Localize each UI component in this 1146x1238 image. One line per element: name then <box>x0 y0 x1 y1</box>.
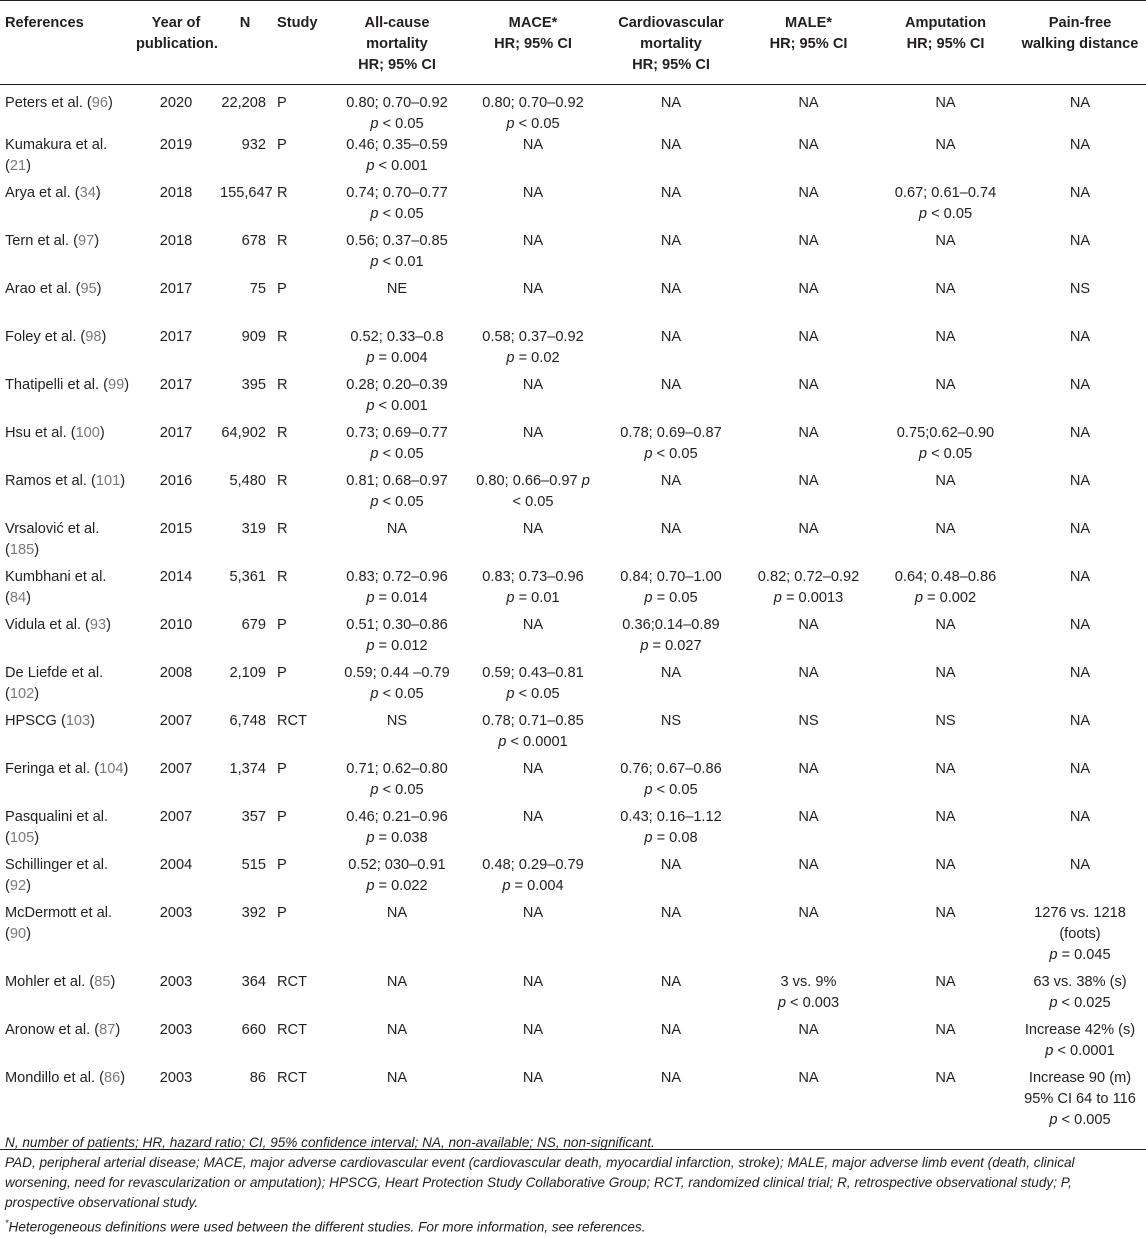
table-row <box>0 231 1146 279</box>
cell-all-cause-mortality: 0.52; 030–0.91 p = 0.022 <box>348 857 446 894</box>
header-references: References <box>5 15 84 31</box>
cell-reference: Mohler et al. (85) <box>5 974 116 990</box>
cell-male: NA <box>798 137 819 153</box>
cell-n: 395 <box>241 377 266 393</box>
cell-n: 6,748 <box>229 713 266 729</box>
cell-n: 64,902 <box>221 425 266 441</box>
cell-study: R <box>277 233 288 249</box>
cell-cardiovascular-mortality: NS <box>660 713 682 729</box>
table-row <box>0 807 1146 855</box>
cell-year: 2015 <box>159 521 193 537</box>
cell-all-cause-mortality: NA <box>386 1022 408 1038</box>
cell-year: 2004 <box>159 857 193 873</box>
cell-pain-free-walking: NA <box>1069 569 1091 585</box>
cell-year: 2017 <box>159 377 193 393</box>
cell-mace: 0.80; 0.70–0.92 p < 0.05 <box>482 95 584 132</box>
footnote-asterisk: *Heterogeneous definitions were used between the different studies. For more information, see references. <box>5 1218 646 1235</box>
cell-mace: 0.83; 0.73–0.96 p = 0.01 <box>482 569 584 606</box>
citation-number[interactable]: 96 <box>91 95 109 111</box>
cell-pain-free-walking: NA <box>1069 425 1091 441</box>
cell-reference: Schillinger et al. (92) <box>5 857 109 894</box>
cell-study: R <box>277 569 288 585</box>
cell-all-cause-mortality: NA <box>386 905 408 921</box>
cell-study: R <box>277 521 288 537</box>
cell-reference: De Liefde et al. (102) <box>5 665 104 702</box>
cell-amputation: NA <box>935 1022 956 1038</box>
cell-all-cause-mortality: 0.81; 0.68–0.97 p < 0.05 <box>346 473 448 510</box>
cell-male: NA <box>798 761 819 777</box>
cell-all-cause-mortality: 0.46; 0.21–0.96 p = 0.038 <box>346 809 448 846</box>
cell-all-cause-mortality: 0.28; 0.20–0.39 p < 0.001 <box>346 377 448 414</box>
cell-year: 2014 <box>159 569 193 585</box>
cell-cardiovascular-mortality: NA <box>660 857 682 873</box>
cell-all-cause-mortality: 0.83; 0.72–0.96 p = 0.014 <box>346 569 448 606</box>
cell-amputation: 0.67; 0.61–0.74 p < 0.05 <box>894 185 997 222</box>
cell-cardiovascular-mortality: NA <box>660 137 682 153</box>
cell-cardiovascular-mortality: NA <box>660 665 682 681</box>
cell-mace: NA <box>522 281 544 297</box>
cell-amputation: 0.75;0.62–0.90 p < 0.05 <box>896 425 995 462</box>
cell-cardiovascular-mortality: NA <box>660 1022 682 1038</box>
cell-mace: NA <box>522 617 544 633</box>
cell-reference: Tern et al. (97) <box>5 233 100 249</box>
cell-reference: Thatipelli et al. (99) <box>5 377 130 393</box>
cell-pain-free-walking: NA <box>1069 617 1091 633</box>
citation-number[interactable]: 98 <box>85 329 102 345</box>
cell-n: 5,361 <box>229 569 266 585</box>
cell-pain-free-walking: NA <box>1069 761 1091 777</box>
table-row <box>0 759 1146 807</box>
cell-year: 2016 <box>159 473 193 489</box>
cell-n: 679 <box>241 617 266 633</box>
cell-amputation: NA <box>935 281 956 297</box>
cell-all-cause-mortality: NE <box>386 281 408 297</box>
cell-study: RCT <box>277 974 307 990</box>
cell-reference: Mondillo et al. (86) <box>5 1070 126 1086</box>
citation-number[interactable]: 103 <box>65 713 91 729</box>
cell-n: 364 <box>241 974 266 990</box>
cell-study: R <box>277 425 288 441</box>
cell-cardiovascular-mortality: NA <box>660 1070 682 1086</box>
cell-study: P <box>277 665 287 681</box>
cell-mace: 0.58; 0.37–0.92 p = 0.02 <box>482 329 584 366</box>
cell-pain-free-walking: NA <box>1069 809 1091 825</box>
cell-mace: NA <box>522 809 544 825</box>
cell-all-cause-mortality: 0.80; 0.70–0.92 p < 0.05 <box>346 95 448 132</box>
cell-male: NA <box>798 329 819 345</box>
cell-pain-free-walking: NA <box>1069 857 1091 873</box>
cell-cardiovascular-mortality: NA <box>660 974 682 990</box>
citation-number[interactable]: 93 <box>89 617 107 633</box>
table-row <box>0 85 1146 136</box>
cell-reference: McDermott et al. (90) <box>5 905 113 942</box>
cell-all-cause-mortality: NA <box>386 521 408 537</box>
cell-mace: 0.78; 0.71–0.85 p < 0.0001 <box>482 713 584 750</box>
cell-reference: Vrsalović et al. (185) <box>5 521 100 558</box>
cell-all-cause-mortality: 0.52; 0.33–0.8 p = 0.004 <box>350 329 444 366</box>
cell-n: 515 <box>241 857 266 873</box>
cell-year: 2010 <box>159 617 193 633</box>
cell-amputation: NA <box>935 329 956 345</box>
cell-mace: NA <box>522 761 544 777</box>
cell-male: NA <box>798 377 819 393</box>
cell-reference: Arya et al. (34) <box>5 185 101 201</box>
header-male: MALE* HR; 95% CI <box>769 15 848 52</box>
cell-n: 75 <box>249 281 266 297</box>
cell-male: NA <box>798 617 819 633</box>
citation-number[interactable]: 100 <box>75 425 100 441</box>
cell-amputation: NA <box>935 665 956 681</box>
cell-male: 3 vs. 9% p < 0.003 <box>777 974 840 1011</box>
cell-cardiovascular-mortality: NA <box>660 329 682 345</box>
citation-number[interactable]: 185 <box>9 542 35 558</box>
cell-year: 2003 <box>159 1070 193 1086</box>
table-row <box>0 855 1146 903</box>
cell-male: NA <box>798 665 819 681</box>
table-row <box>0 471 1146 519</box>
cell-reference: Ramos et al. (101) <box>5 473 126 489</box>
cell-male: NA <box>798 95 819 111</box>
cell-pain-free-walking: NA <box>1069 137 1091 153</box>
cell-mace: NA <box>522 137 544 153</box>
cell-year: 2018 <box>159 185 193 201</box>
cell-mace: 0.80; 0.66–0.97 p < 0.05 <box>476 473 590 510</box>
cell-study: P <box>277 905 287 921</box>
citation-number[interactable]: 95 <box>80 281 97 297</box>
table-row <box>0 903 1146 972</box>
cell-male: 0.82; 0.72–0.92 p = 0.0013 <box>757 569 860 606</box>
cell-pain-free-walking: Increase 42% (s) p < 0.0001 <box>1024 1022 1136 1059</box>
cell-amputation: NA <box>935 857 956 873</box>
cell-n: 86 <box>249 1070 266 1086</box>
cell-cardiovascular-mortality: NA <box>660 95 682 111</box>
cell-cardiovascular-mortality: NA <box>660 905 682 921</box>
cell-study: P <box>277 95 287 111</box>
citation-number[interactable]: 86 <box>103 1070 121 1086</box>
cell-n: 909 <box>241 329 266 345</box>
cell-amputation: NA <box>935 617 956 633</box>
cell-year: 2003 <box>159 1022 193 1038</box>
footnote-abbreviations-1: N, number of patients; HR, hazard ratio; CI, 95% confidence interval; NA, non-available; NS, non-significant. <box>5 1135 655 1150</box>
cell-cardiovascular-mortality: NA <box>660 281 682 297</box>
cell-amputation: NA <box>935 1070 956 1086</box>
table-body <box>0 85 1146 1150</box>
table-row <box>0 567 1146 615</box>
cell-n: 1,374 <box>229 761 266 777</box>
header-mace: MACE* HR; 95% CI <box>494 15 572 52</box>
cell-mace: NA <box>522 1022 544 1038</box>
header-all-cause-mortality: All-cause mortality HR; 95% CI <box>358 15 436 73</box>
cell-pain-free-walking: 63 vs. 38% (s) p < 0.025 <box>1033 974 1127 1011</box>
header-cardiovascular-mortality: Cardiovascular mortality HR; 95% CI <box>618 15 724 73</box>
cell-male: NA <box>798 905 819 921</box>
cell-n: 932 <box>241 137 266 153</box>
cell-all-cause-mortality: 0.46; 0.35–0.59 p < 0.001 <box>346 137 448 174</box>
cell-study: RCT <box>277 1070 307 1086</box>
cell-study: P <box>277 617 287 633</box>
header-pain-free-walking: Pain-free walking distance <box>1021 15 1139 52</box>
table-row <box>0 279 1146 327</box>
footnote-abbreviations-2: PAD, peripheral arterial disease; MACE, major adverse cardiovascular event (cardiovascular death, myocardial infarction, stroke); MALE, major adverse limb event (death, clinical worsening, need for revascularization or amputation); HPSCG, Heart Protection Study Collaborative Group; RCT, randomized clinical trial; R, retrospective observational study; P, prospective observational study. <box>5 1155 1075 1210</box>
cell-study: P <box>277 857 287 873</box>
cell-study: RCT <box>277 1022 307 1038</box>
cell-year: 2017 <box>159 425 193 441</box>
cell-reference: HPSCG (103) <box>5 713 96 729</box>
citation-number[interactable]: 104 <box>99 761 124 777</box>
cell-male: NA <box>798 857 819 873</box>
cell-amputation: NA <box>935 377 956 393</box>
table-row <box>0 711 1146 759</box>
citation-number[interactable]: 101 <box>95 473 121 489</box>
cell-amputation: NA <box>935 137 956 153</box>
cell-mace: 0.48; 0.29–0.79 p = 0.004 <box>482 857 584 894</box>
table-row <box>0 519 1146 567</box>
cell-year: 2020 <box>159 95 193 111</box>
cell-amputation: NA <box>935 95 956 111</box>
cell-mace: NA <box>522 974 544 990</box>
cell-cardiovascular-mortality: 0.43; 0.16–1.12 p = 0.08 <box>620 809 722 846</box>
cell-n: 5,480 <box>229 473 266 489</box>
citation-number[interactable]: 34 <box>79 185 96 201</box>
cell-mace: NA <box>522 425 544 441</box>
cell-cardiovascular-mortality: NA <box>660 185 682 201</box>
cell-amputation: NA <box>935 521 956 537</box>
table-row <box>0 972 1146 1020</box>
cell-cardiovascular-mortality: NA <box>660 233 682 249</box>
cell-pain-free-walking: NA <box>1069 185 1091 201</box>
cell-male: NA <box>798 233 819 249</box>
cell-study: RCT <box>277 713 307 729</box>
cell-male: NA <box>798 281 819 297</box>
cell-study: R <box>277 473 288 489</box>
cell-reference: Vidula et al. (93) <box>5 617 112 633</box>
cell-study: R <box>277 329 288 345</box>
citation-number[interactable]: 92 <box>9 878 27 894</box>
cell-mace: NA <box>522 1070 544 1086</box>
cell-cardiovascular-mortality: 0.78; 0.69–0.87 p < 0.05 <box>620 425 722 462</box>
cell-reference: Foley et al. (98) <box>5 329 107 345</box>
cell-pain-free-walking: 1276 vs. 1218 (foots) p = 0.045 <box>1034 905 1126 963</box>
cell-reference: Pasqualini et al. (105) <box>5 809 109 846</box>
cell-amputation: NA <box>935 761 956 777</box>
cell-pain-free-walking: NA <box>1069 233 1091 249</box>
table-footnotes <box>5 1133 1141 1238</box>
cell-male: NA <box>798 1022 819 1038</box>
cell-mace: NA <box>522 521 544 537</box>
cell-year: 2003 <box>159 974 193 990</box>
table-row <box>0 423 1146 471</box>
citation-number[interactable]: 99 <box>108 377 125 393</box>
cell-reference: Arao et al. (95) <box>5 281 102 297</box>
cell-male: NA <box>798 521 819 537</box>
cell-all-cause-mortality: 0.73; 0.69–0.77 p < 0.05 <box>346 425 448 462</box>
cell-male: NS <box>798 713 819 729</box>
citation-number[interactable]: 21 <box>9 158 27 174</box>
header-amputation: Amputation HR; 95% CI <box>904 15 987 52</box>
cell-amputation: NA <box>935 974 956 990</box>
cell-reference: Aronow et al. (87) <box>5 1022 121 1038</box>
cell-study: R <box>277 185 288 201</box>
cell-all-cause-mortality: 0.56; 0.37–0.85 p < 0.01 <box>346 233 448 270</box>
header-year: Year of publication. <box>136 15 218 52</box>
header-n: N <box>239 15 251 31</box>
header-study: Study <box>277 15 318 31</box>
cell-amputation: NA <box>935 473 956 489</box>
cell-reference: Kumbhani et al. (84) <box>5 569 107 606</box>
cell-all-cause-mortality: 0.71; 0.62–0.80 p < 0.05 <box>346 761 448 798</box>
cell-year: 2003 <box>159 905 193 921</box>
cell-cardiovascular-mortality: NA <box>660 521 682 537</box>
cell-male: NA <box>798 1070 819 1086</box>
cell-reference: Kumakura et al. (21) <box>5 137 108 174</box>
citation-number[interactable]: 97 <box>78 233 95 249</box>
cell-male: NA <box>798 809 819 825</box>
cell-pain-free-walking: NA <box>1069 713 1091 729</box>
cell-study: P <box>277 281 287 297</box>
cell-n: 678 <box>241 233 266 249</box>
cell-year: 2017 <box>159 281 193 297</box>
citation-number[interactable]: 87 <box>99 1022 116 1038</box>
table-row <box>0 663 1146 711</box>
cell-male: NA <box>798 425 819 441</box>
header-row <box>0 1 1146 85</box>
cell-year: 2018 <box>159 233 193 249</box>
cell-male: NA <box>798 473 819 489</box>
cell-amputation: 0.64; 0.48–0.86 p = 0.002 <box>894 569 997 606</box>
cell-all-cause-mortality: NA <box>386 974 408 990</box>
cell-year: 2017 <box>159 329 193 345</box>
cell-n: 22,208 <box>221 95 266 111</box>
citation-number[interactable]: 90 <box>9 926 27 942</box>
cell-n: 357 <box>241 809 266 825</box>
citation-number[interactable]: 105 <box>9 830 35 846</box>
cell-pain-free-walking: NA <box>1069 521 1091 537</box>
cell-pain-free-walking: NA <box>1069 95 1091 111</box>
citation-number[interactable]: 102 <box>9 686 35 702</box>
cell-cardiovascular-mortality: NA <box>660 377 682 393</box>
cell-year: 2019 <box>159 137 193 153</box>
cell-study: P <box>277 761 287 777</box>
cell-cardiovascular-mortality: NA <box>660 473 682 489</box>
cell-cardiovascular-mortality: 0.84; 0.70–1.00 p = 0.05 <box>620 569 722 606</box>
cell-all-cause-mortality: 0.59; 0.44 –0.79 p < 0.05 <box>344 665 450 702</box>
cell-reference: Peters et al. (96) <box>5 95 113 111</box>
cell-pain-free-walking: NA <box>1069 377 1091 393</box>
cell-mace: NA <box>522 377 544 393</box>
cell-all-cause-mortality: NS <box>386 713 408 729</box>
cell-amputation: NA <box>935 809 956 825</box>
cell-n: 660 <box>241 1022 266 1038</box>
cell-study: R <box>277 377 288 393</box>
cell-amputation: NS <box>935 713 956 729</box>
cell-n: 155,647 <box>220 185 273 201</box>
citation-number[interactable]: 85 <box>94 974 111 990</box>
cell-n: 319 <box>241 521 266 537</box>
table-row <box>0 327 1146 375</box>
cell-cardiovascular-mortality: 0.36;0.14–0.89 p = 0.027 <box>622 617 720 654</box>
cell-cardiovascular-mortality: 0.76; 0.67–0.86 p < 0.05 <box>620 761 722 798</box>
table-row <box>0 375 1146 423</box>
table-row <box>0 1020 1146 1068</box>
cell-n: 392 <box>241 905 266 921</box>
cell-all-cause-mortality: NA <box>386 1070 408 1086</box>
cell-all-cause-mortality: 0.51; 0.30–0.86 p = 0.012 <box>346 617 448 654</box>
table-row <box>0 135 1146 183</box>
cell-reference: Feringa et al. (104) <box>5 761 129 777</box>
cell-pain-free-walking: NS <box>1069 281 1091 297</box>
cell-pain-free-walking: NA <box>1069 473 1091 489</box>
cell-n: 2,109 <box>229 665 266 681</box>
cell-study: P <box>277 137 287 153</box>
cell-male: NA <box>798 185 819 201</box>
cell-all-cause-mortality: 0.74; 0.70–0.77 p < 0.05 <box>346 185 448 222</box>
cell-reference: Hsu et al. (100) <box>5 425 105 441</box>
table-row <box>0 615 1146 663</box>
cell-pain-free-walking: Increase 90 (m) 95% CI 64 to 116 p < 0.005 <box>1024 1070 1136 1128</box>
cell-year: 2008 <box>159 665 193 681</box>
cell-pain-free-walking: NA <box>1069 665 1091 681</box>
cell-study: P <box>277 809 287 825</box>
citation-number[interactable]: 84 <box>9 590 27 606</box>
cell-mace: NA <box>522 233 544 249</box>
cell-mace: NA <box>522 905 544 921</box>
cell-mace: NA <box>522 185 544 201</box>
cell-amputation: NA <box>935 233 956 249</box>
cell-amputation: NA <box>935 905 956 921</box>
table-row <box>0 183 1146 231</box>
cell-year: 2007 <box>159 713 193 729</box>
cell-year: 2007 <box>159 809 193 825</box>
cell-year: 2007 <box>159 761 193 777</box>
cell-pain-free-walking: NA <box>1069 329 1091 345</box>
cell-mace: 0.59; 0.43–0.81 p < 0.05 <box>482 665 584 702</box>
